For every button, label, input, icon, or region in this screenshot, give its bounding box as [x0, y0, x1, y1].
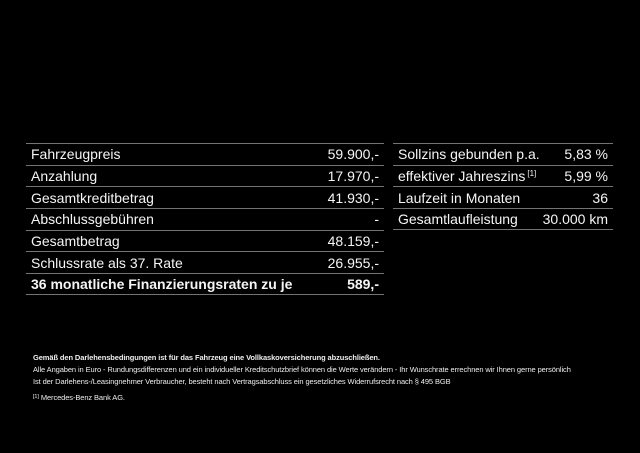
disclaimer-note: Alle Angaben in Euro - Rundungsdifferenzen und ein individueller Kreditschutzbrief können die Werte verändern - Ihr Wunschrate errechnen wir Ihnen gerne persönlich	[33, 365, 571, 374]
financing-table	[26, 143, 384, 295]
row-value: 41.930,-	[327, 189, 379, 206]
table-row	[26, 143, 384, 165]
row-label: Gesamtbetrag	[31, 233, 120, 250]
source-note	[33, 391, 633, 404]
row-label: Schlussrate als 37. Rate	[31, 254, 183, 271]
source-text: Mercedes-Benz Bank AG.	[40, 393, 125, 402]
table-row	[26, 251, 384, 273]
footnote-marker: [1]	[527, 169, 537, 179]
row-value: 48.159,-	[327, 233, 379, 250]
table-row	[393, 208, 613, 230]
row-label: Fahrzeugpreis	[31, 146, 121, 163]
conditions-table	[393, 143, 613, 230]
row-label: Sollzins gebunden p.a.	[398, 146, 540, 163]
table-row	[26, 230, 384, 252]
row-value: 26.955,-	[327, 254, 379, 271]
footnotes	[33, 352, 633, 404]
row-value: -	[374, 211, 379, 228]
row-value: 589,-	[347, 275, 379, 292]
row-value: 5,99 %	[564, 168, 608, 185]
table-row	[26, 186, 384, 208]
table-row	[393, 186, 613, 208]
row-label: Laufzeit in Monaten	[398, 189, 521, 206]
row-label: 36 monatliche Finanzierungsraten zu je	[31, 275, 293, 292]
footnote-marker: [1]	[33, 394, 39, 400]
table-row-total	[26, 273, 384, 295]
row-value: 17.970,-	[327, 168, 379, 185]
row-label: effektiver Jahreszins [1]	[398, 168, 537, 185]
insurance-note: Gemäß den Darlehensbedingungen ist für das Fahrzeug eine Vollkaskoversicherung abzuschließen.	[33, 353, 380, 362]
table-row	[393, 143, 613, 165]
row-label: Gesamtlaufleistung	[398, 210, 518, 227]
row-value: 5,83 %	[564, 146, 608, 163]
row-label: Abschlussgebühren	[31, 211, 154, 228]
row-value: 30.000 km	[542, 210, 608, 227]
row-label: Anzahlung	[31, 168, 98, 185]
table-row	[26, 208, 384, 230]
withdrawal-note: Ist der Darlehens-/Leasingnehmer Verbraucher, besteht nach Vertragsabschluss ein gesetzliches Widerrufsrecht nach § 495 BGB	[33, 377, 451, 386]
table-row	[26, 165, 384, 187]
table-row	[393, 165, 613, 187]
row-value: 59.900,-	[327, 146, 379, 163]
row-value: 36	[592, 189, 608, 206]
row-label: Gesamtkreditbetrag	[31, 189, 154, 206]
